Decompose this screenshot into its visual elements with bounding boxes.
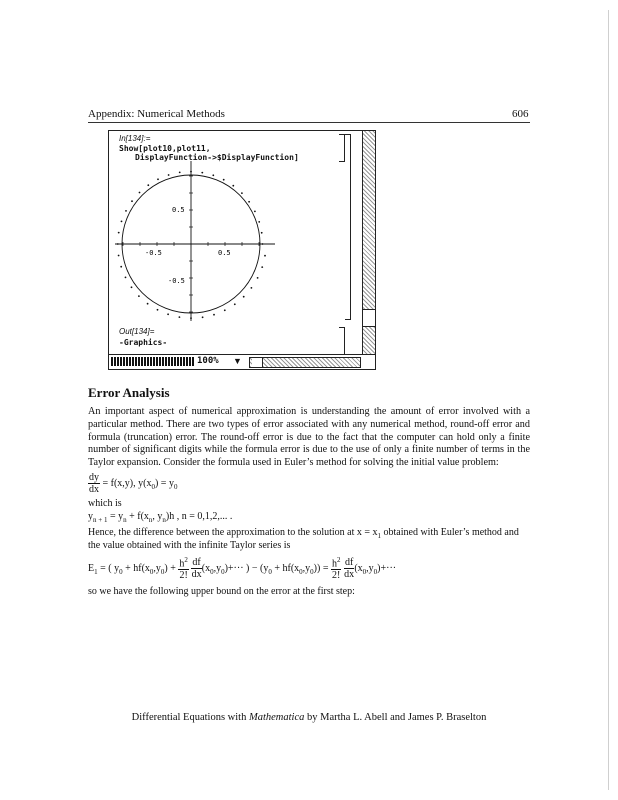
cell-bracket-group[interactable]: [345, 134, 351, 320]
approximation-point: [118, 255, 120, 257]
running-header: Appendix: Numerical Methods: [88, 108, 225, 120]
vertical-scrollbar[interactable]: [362, 131, 375, 355]
memory-meter: [111, 357, 195, 366]
intro-paragraph: An important aspect of numerical approximation is understanding the amount of error involved with a particular method. There are two types of error associated with any numerical method, round-off error and formula (truncation) error. The round-off error is due to the fact that the computer can hold only a finite number of significant digits while the formula error is due to the use of only a finite number of terms in the Taylor expansion. Consider the formula used in Euler’s method for solving the initial value problem:: [88, 406, 530, 469]
approximation-point: [213, 314, 215, 316]
page-footer: Differential Equations with Mathematica by Martha L. Abell and James P. Braselton: [131, 712, 487, 723]
ivp-equation: $\frac{dy}{dx}$ = f(x,y), $y(x_0) = y_0$: [89, 472, 178, 495]
tick-label-x-pos: 0.5: [218, 249, 231, 257]
tick-label-x-neg: -0.5: [145, 249, 162, 257]
header-rule: [88, 122, 530, 123]
code-line-2: DisplayFunction->$DisplayFunction]: [135, 153, 299, 162]
section-title: Error Analysis: [88, 385, 170, 400]
approximation-point: [138, 295, 140, 297]
tick-label-y-pos: 0.5: [172, 206, 185, 214]
index-range: , n = 0,1,2,... .: [176, 511, 233, 522]
approximation-point: [212, 174, 214, 176]
df-dx: $\frac{df}{dx}$: [191, 557, 202, 581]
approximation-point: [118, 232, 120, 234]
approximation-point: [147, 303, 149, 305]
tick-label-y-neg: -0.5: [168, 277, 185, 285]
which-is-text: which is: [88, 498, 122, 509]
approximation-point: [190, 317, 192, 319]
approximation-point: [157, 309, 159, 311]
approximation-point: [248, 201, 250, 203]
page-edge-rule: [608, 10, 609, 790]
cell-bracket-output[interactable]: [339, 327, 345, 355]
approximation-point: [223, 179, 225, 181]
approximation-point: [264, 255, 266, 257]
approximation-point: [131, 286, 133, 288]
hence-line-2: the value obtained with the infinite Taylor series is: [88, 540, 291, 551]
approximation-point: [131, 200, 133, 202]
approximation-point: [232, 185, 234, 187]
scroll-thumb[interactable]: [363, 309, 375, 327]
cell-bracket-input[interactable]: [339, 134, 345, 162]
approximation-point: [157, 178, 159, 180]
bound-text: so we have the following upper bound on the error at the first step:: [88, 586, 355, 597]
approximation-point: [254, 211, 256, 213]
approximation-point: [241, 192, 243, 194]
window-status-bar: [109, 354, 375, 369]
approximation-point: [258, 221, 260, 223]
taylor-coef: $\frac{h^2}{2!}$: [179, 556, 188, 582]
code-line-1: Show[plot10,plot11,: [119, 144, 211, 153]
approximation-point: [190, 171, 192, 173]
approximation-point: [117, 243, 119, 245]
approximation-point: [261, 232, 263, 234]
output-label: Out[134]=: [119, 327, 155, 336]
error-expression: $E_1$ = ( $y_0 + hf(x_0,y_0)$ + $\frac{h^2}{2!}$ $\frac{df}{dx}$ $(x_0,y_0)+\cdot\cdot\cdot$ ) − $(y_0 + hf(x_0,y_0))$ = $\frac{h^2}{2!}$ $\frac{df}{dx}$ $(x_0,y_0)+\cdot\cdot\cdot$: [88, 556, 397, 582]
output-value: -Graphics-: [119, 338, 168, 347]
approximation-point: [234, 303, 236, 305]
approximation-point: [201, 172, 203, 174]
circle-plot: [115, 161, 275, 321]
input-label: In[134]:=: [119, 134, 151, 143]
approximation-point: [120, 266, 122, 268]
approximation-point: [125, 210, 127, 212]
approximation-point: [262, 243, 264, 245]
derivative-fraction: $\frac{dy}{dx}$: [89, 472, 99, 495]
page-number: 606: [512, 108, 529, 120]
notebook-window: [108, 130, 376, 370]
approximation-point: [167, 313, 169, 315]
euler-recurrence: $y_{n + 1} = y_n + f(x_n$, $y_n)h$ , n = 0,1,2,... .: [88, 511, 233, 524]
approximation-point: [125, 277, 127, 279]
horizontal-scrollbar[interactable]: [249, 357, 361, 368]
hence-line: Hence, the difference between the approximation to the solution at $x = x_1$ obtained with Euler’s method and: [88, 527, 519, 540]
approximation-point: [202, 316, 204, 318]
zoom-dropdown-icon[interactable]: ▼: [233, 356, 242, 366]
approximation-point: [251, 287, 253, 289]
approximation-point: [147, 184, 149, 186]
approximation-point: [168, 174, 170, 176]
approximation-point: [243, 296, 245, 298]
df-dx-2: $\frac{df}{dx}$: [344, 557, 355, 581]
approximation-point: [139, 192, 141, 194]
approximation-point: [261, 266, 263, 268]
zoom-level[interactable]: 100%: [197, 356, 219, 366]
taylor-coef-2: $\frac{h^2}{2!}$: [331, 556, 341, 582]
approximation-point: [179, 172, 181, 174]
horizontal-scroll-thumb[interactable]: [252, 358, 263, 367]
approximation-point: [179, 316, 181, 318]
approximation-point: [257, 277, 259, 279]
approximation-point: [224, 309, 226, 311]
approximation-point: [121, 221, 123, 223]
